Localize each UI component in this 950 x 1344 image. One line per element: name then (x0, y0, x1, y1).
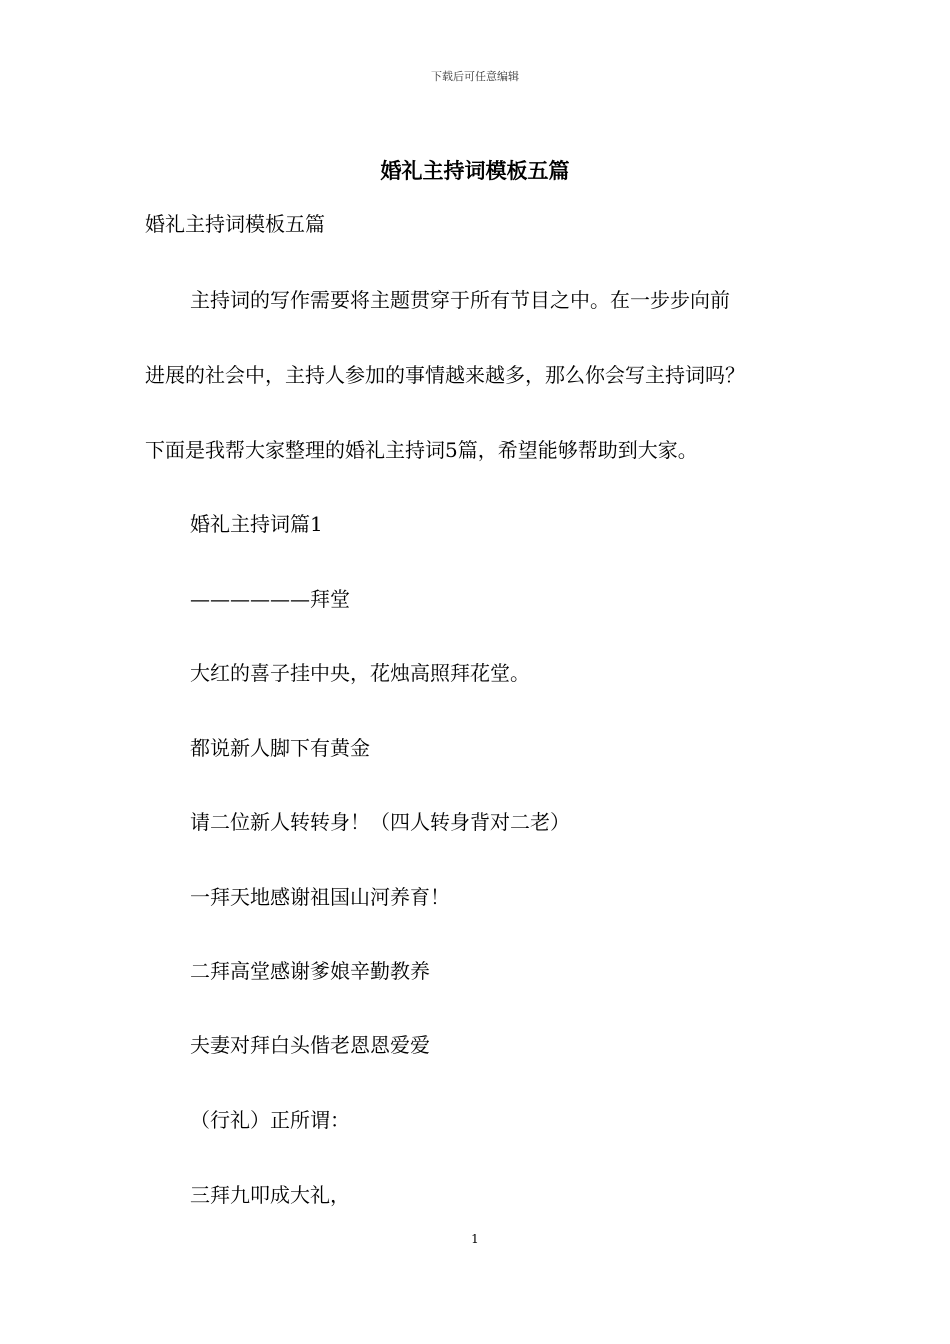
page-number: 1 (471, 1232, 479, 1246)
intro-line-3: 下面是我帮大家整理的婚礼主持词5篇，希望能够帮助到大家。 (145, 438, 698, 462)
body-line: 一拜天地感谢祖国山河养育！ (190, 885, 450, 909)
intro-line-2: 进展的社会中，主持人参加的事情越来越多，那么你会写主持词吗？ (145, 363, 745, 387)
body-line: 大红的喜子挂中央，花烛高照拜花堂。 (190, 661, 530, 685)
body-line: 三拜九叩成大礼， (190, 1183, 350, 1207)
body-line: 都说新人脚下有黄金 (190, 736, 370, 760)
body-line: （行礼）正所谓： (190, 1108, 350, 1132)
body-line: 请二位新人转转身！（四人转身背对二老） (190, 810, 570, 834)
header-note: 下载后可任意编辑 (431, 70, 519, 83)
body-line: 夫妻对拜白头偕老恩恩爱爱 (190, 1033, 430, 1057)
subtitle: 婚礼主持词模板五篇 (145, 212, 325, 236)
intro-line-1: 主持词的写作需要将主题贯穿于所有节目之中。在一步步向前 (190, 288, 730, 312)
body-line: ——————拜堂 (190, 587, 350, 611)
section-heading: 婚礼主持词篇1 (190, 512, 323, 536)
body-line: 二拜高堂感谢爹娘辛勤教养 (190, 959, 430, 983)
document-title: 婚礼主持词模板五篇 (380, 158, 570, 183)
